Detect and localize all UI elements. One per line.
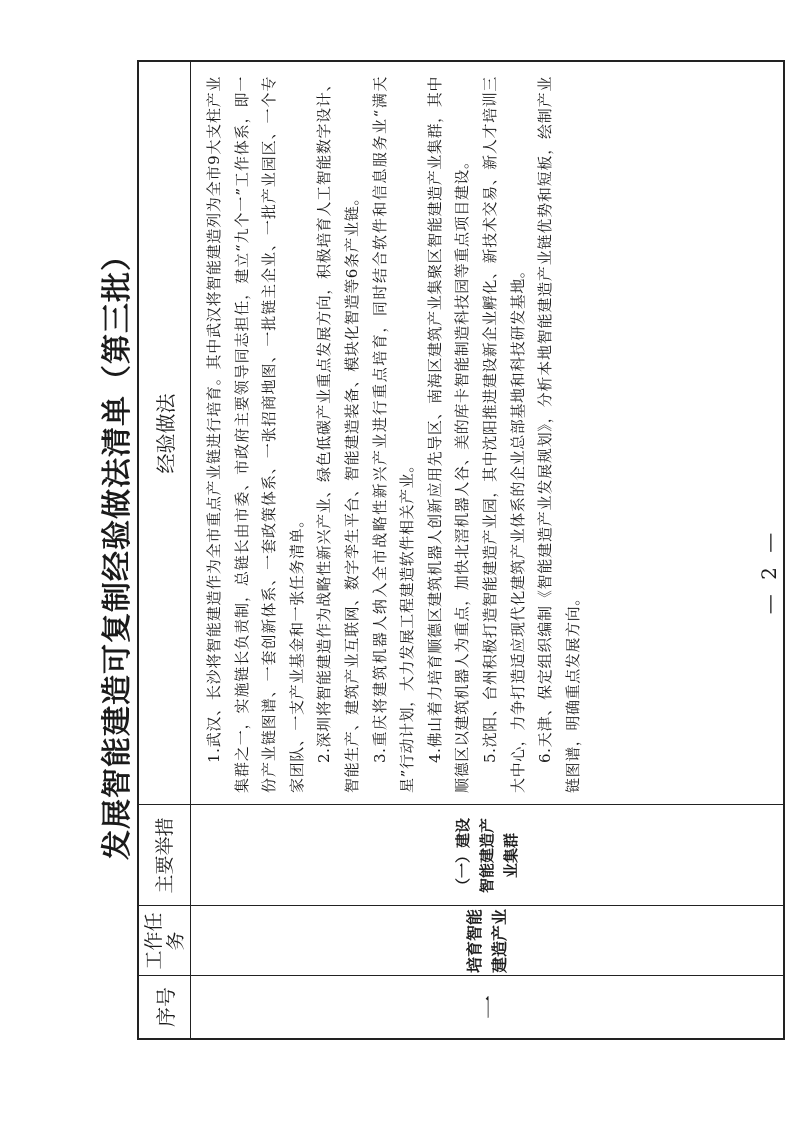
- experience-table: [137, 60, 785, 1040]
- page-number: — 2 —: [757, 528, 781, 615]
- experience-item: 1.武汉、长沙将智能建造作为全市重点产业链进行培育。其中武汉将智能建造列为全市9大支柱产业集群之一，实施链长负责制，总链长由市委、市政府主要领导同志担任，建立“九个一”工作体系，即一份产业链图谱、一套创新体系、一套政策体系、一张招商地图、一批链主企业、一批产业园区、一个专家团队、一支产业基金和一张任务清单。: [205, 76, 306, 793]
- row-measure: （一）建设智能建造产业集群: [454, 818, 520, 894]
- header-task: 工作任务: [139, 906, 191, 976]
- experience-item: 4.佛山着力培育顺德区建筑机器人创新应用先导区、南海区建筑产业集聚区智能建造产业集群，其中顺德区以建筑机器人为重点，加快北滘机器人谷、美的库卡智能制造科技园等重点项目建设。: [425, 76, 472, 793]
- document-title: 发展智能建造可复制经验做法清单（第三批）: [100, 240, 135, 860]
- header-seq: 序号: [139, 976, 191, 1038]
- experience-item: 2.深圳将智能建造作为战略性新兴产业、绿色低碳产业重点发展方向，积极培育人工智能数字设计、智能生产、建筑产业互联网、数字孪生平台、智能建造装备、模块化智造等6条产业链。: [315, 76, 361, 793]
- experience-item: 6.天津、保定组织编制《智能建造产业发展规划》，分析本地智能建造产业链优势和短板，绘制产业链图谱，明确重点发展方向。: [536, 76, 582, 793]
- header-experience: 经验做法: [139, 62, 191, 805]
- header-measure: 主要举措: [139, 805, 191, 906]
- experience-item: 3.重庆将建筑机器人纳入全市战略性新兴产业进行重点培育，同时结合软件和信息服务业“满天星”行动计划，大力发展工程建造软件相关产业。: [370, 76, 417, 793]
- row-seq: 一: [475, 995, 504, 1019]
- row-task: 培育智能建造产业: [465, 909, 509, 974]
- row-experience: [201, 62, 783, 805]
- experience-item: 5.沈阳、台州积极打造智能建造产业园，其中沈阳推进建设新企业孵化、新技术交易、新人才培训三大中心，力争打造适应现代化建筑产业体系的企业总部基地和科技研发基地。: [480, 76, 527, 793]
